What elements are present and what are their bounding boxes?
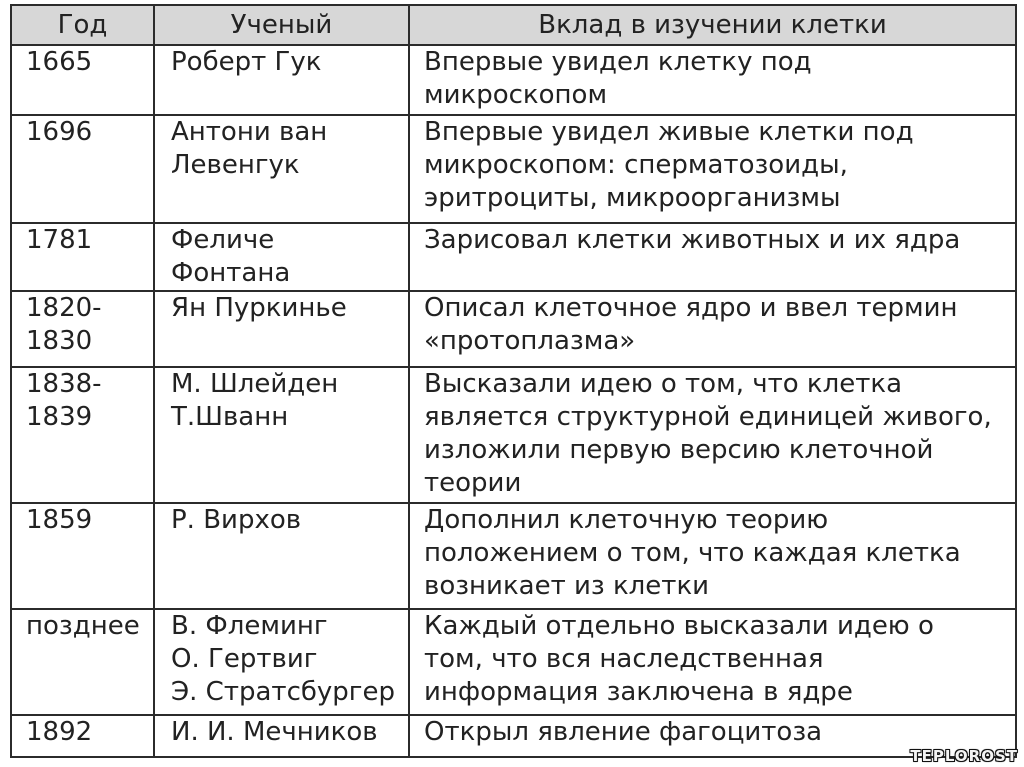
scientist-cell: М. Шлейден Т.Шванн <box>154 367 409 503</box>
contribution-cell: Впервые увидел клетку под микроскопом <box>409 45 1016 115</box>
scientist-cell: Феличе Фонтана <box>154 223 409 291</box>
header-scientist: Ученый <box>154 5 409 45</box>
scientist-cell: Ян Пуркинье <box>154 291 409 367</box>
header-contribution: Вклад в изучении клетки <box>409 5 1016 45</box>
table-row <box>11 367 1016 503</box>
year-cell: 1892 <box>11 715 154 757</box>
year-cell: 1696 <box>11 115 154 223</box>
table-row <box>11 291 1016 367</box>
scientist-cell: Антони ван Левенгук <box>154 115 409 223</box>
table-row <box>11 223 1016 291</box>
scientist-cell: Роберт Гук <box>154 45 409 115</box>
table-row <box>11 503 1016 609</box>
scientist-cell: В. Флеминг О. Гертвиг Э. Стратсбургер <box>154 609 409 715</box>
watermark-logo: TEPLOROST <box>910 747 1018 765</box>
contribution-cell: Каждый отдельно высказали идею о том, что вся наследственная информация заключена в ядре <box>409 609 1016 715</box>
contribution-cell: Дополнил клеточную теорию положением о том, что каждая клетка возникает из клетки <box>409 503 1016 609</box>
year-cell: 1781 <box>11 223 154 291</box>
contribution-cell: Впервые увидел живые клетки под микроскопом: сперматозоиды, эритроциты, микроорганизмы <box>409 115 1016 223</box>
contribution-cell: Зарисовал клетки животных и их ядра <box>409 223 1016 291</box>
year-cell: 1859 <box>11 503 154 609</box>
year-cell: позднее <box>11 609 154 715</box>
table-row <box>11 715 1016 757</box>
scientist-cell: И. И. Мечников <box>154 715 409 757</box>
contribution-cell: Открыл явление фагоцитоза <box>409 715 1016 757</box>
year-cell: 1665 <box>11 45 154 115</box>
table-header-row <box>11 5 1016 45</box>
contribution-cell: Описал клеточное ядро и ввел термин «протоплазма» <box>409 291 1016 367</box>
table-row <box>11 115 1016 223</box>
year-cell: 1838- 1839 <box>11 367 154 503</box>
header-year: Год <box>11 5 154 45</box>
year-cell: 1820- 1830 <box>11 291 154 367</box>
scientist-cell: Р. Вирхов <box>154 503 409 609</box>
table-row <box>11 609 1016 715</box>
contribution-cell: Высказали идею о том, что клетка является структурной единицей живого, изложили первую версию клеточной теории <box>409 367 1016 503</box>
history-table <box>10 4 1017 758</box>
table-row <box>11 45 1016 115</box>
